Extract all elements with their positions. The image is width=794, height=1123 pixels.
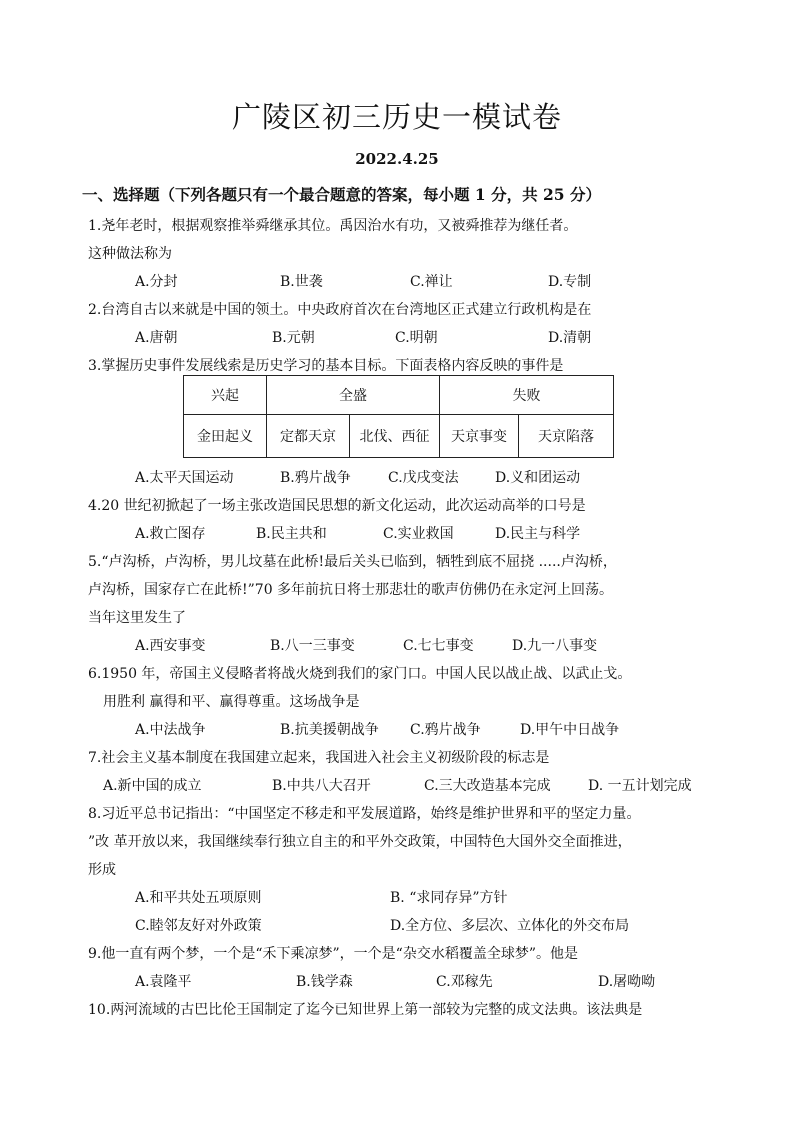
question-6-option-b: B.抗美援朝战争 — [280, 722, 379, 738]
question-8-option-a: A.和平共处五项原则 — [135, 890, 262, 906]
question-3-option-d: D.义和团运动 — [495, 470, 581, 486]
question-2-line-1: 2.台湾自古以来就是中国的领土。中央政府首次在台湾地区正式建立行政机构是在 — [88, 302, 592, 318]
question-3-line-1: 3.掌握历史事件发展线索是历史学习的基本目标。下面表格内容反映的事件是 — [88, 358, 564, 374]
question-4-option-b: B.民主共和 — [256, 526, 327, 542]
question-5-option-a: A.西安事变 — [135, 638, 206, 654]
question-2-option-a: A.唐朝 — [135, 330, 178, 346]
question-9-option-b: B.钱学森 — [296, 974, 353, 990]
question-5-line-3: 当年这里发生了 — [88, 610, 186, 626]
question-7-option-c: C.三大改造基本完成 — [424, 778, 551, 794]
table-header-failure: 失败 — [440, 376, 614, 415]
question-9-line-1: 9.他一直有两个梦，一个是“禾下乘凉梦”，一个是“杂交水稻覆盖全球梦”。他是 — [88, 946, 578, 962]
table-cell: 金田起义 — [184, 415, 267, 458]
question-8-option-d: D.全方位、多层次、立体化的外交布局 — [390, 918, 630, 934]
question-7-option-a: A.新中国的成立 — [103, 778, 202, 794]
question-1-option-a: A.分封 — [135, 274, 178, 290]
question-4-line-1: 4.20 世纪初掀起了一场主张改造国民思想的新文化运动，此次运动高举的口号是 — [88, 498, 586, 514]
question-1-option-d: D.专制 — [548, 274, 592, 290]
question-7-option-b: B.中共八大召开 — [272, 778, 371, 794]
question-2-option-d: D.清朝 — [548, 330, 592, 346]
question-9-option-c: C.邓稼先 — [436, 974, 493, 990]
question-5-option-b: B.八一三事变 — [270, 638, 355, 654]
question-7-line-1: 7.社会主义基本制度在我国建立起来，我国进入社会主义初级阶段的标志是 — [88, 750, 550, 766]
question-3-option-a: A.太平天国运动 — [135, 470, 234, 486]
question-1-option-c: C.禅让 — [410, 274, 453, 290]
question-8-option-c: C.睦邻友好对外政策 — [135, 918, 262, 934]
exam-date: 2022.4.25 — [355, 150, 439, 168]
question-6-option-d: D.甲午中日战争 — [520, 722, 620, 738]
question-5-line-2: 卢沟桥，国家存亡在此桥!”70 多年前抗日将士那悲壮的歌声仿佛仍在永定河上回荡。 — [88, 582, 614, 598]
section-heading: 一、选择题（下列各题只有一个最合题意的答案，每小题 1 分，共 25 分） — [82, 185, 601, 204]
question-2-option-c: C.明朝 — [395, 330, 438, 346]
question-5-line-1: 5.“卢沟桥，卢沟桥，男儿坟墓在此桥!最后关头已临到，牺牲到底不屈挠 .....卢沟桥， — [88, 554, 617, 570]
question-7-option-d: D. 一五计划完成 — [588, 778, 692, 794]
question-8-option-b: B. “求同存异”方针 — [390, 890, 508, 906]
question-9-option-d: D.屠呦呦 — [598, 974, 656, 990]
question-5-option-d: D.九一八事变 — [512, 638, 598, 654]
question-9-option-a: A.袁隆平 — [135, 974, 192, 990]
question-8-line-3: 形成 — [88, 862, 116, 878]
table-header-rise: 兴起 — [184, 376, 267, 415]
table-cell: 定都天京 — [267, 415, 350, 458]
question-4-option-a: A.救亡图存 — [135, 526, 206, 542]
question-6-line-1: 6.1950 年，帝国主义侵略者将战火烧到我们的家门口。中国人民以战止战、以武止戈。 — [88, 666, 632, 682]
question-3-option-b: B.鸦片战争 — [280, 470, 351, 486]
question-10-line-1: 10.两河流域的古巴比伦王国制定了迄今已知世界上第一部较为完整的成文法典。该法典是 — [88, 1002, 643, 1018]
question-8-line-2: ”改 革开放以来，我国继续奉行独立自主的和平外交政策，中国特色大国外交全面推进， — [88, 834, 632, 850]
question-1-option-b: B.世袭 — [280, 274, 323, 290]
question-1-line-1: 1.尧年老时，根据观察推举舜继承其位。禹因治水有功，又被舜推荐为继任者。 — [88, 218, 578, 234]
table-header-peak: 全盛 — [267, 376, 440, 415]
table-cell: 天京事变 — [440, 415, 519, 458]
question-5-option-c: C.七七事变 — [403, 638, 474, 654]
event-table — [183, 375, 614, 458]
table-cell: 北伐、西征 — [350, 415, 440, 458]
exam-title: 广陵区初三历史一模试卷 — [231, 100, 562, 134]
table-cell: 天京陷落 — [519, 415, 614, 458]
question-2-option-b: B.元朝 — [272, 330, 315, 346]
question-4-option-c: C.实业救国 — [383, 526, 454, 542]
question-4-option-d: D.民主与科学 — [495, 526, 581, 542]
question-6-option-c: C.鸦片战争 — [410, 722, 481, 738]
question-3-option-c: C.戊戌变法 — [388, 470, 459, 486]
question-1-line-2: 这种做法称为 — [88, 246, 172, 262]
question-8-line-1: 8.习近平总书记指出：“中国坚定不移走和平发展道路，始终是维护世界和平的坚定力量。 — [88, 806, 641, 822]
question-6-option-a: A.中法战争 — [135, 722, 206, 738]
question-6-line-2: 用胜利 赢得和平、赢得尊重。这场战争是 — [103, 694, 360, 710]
